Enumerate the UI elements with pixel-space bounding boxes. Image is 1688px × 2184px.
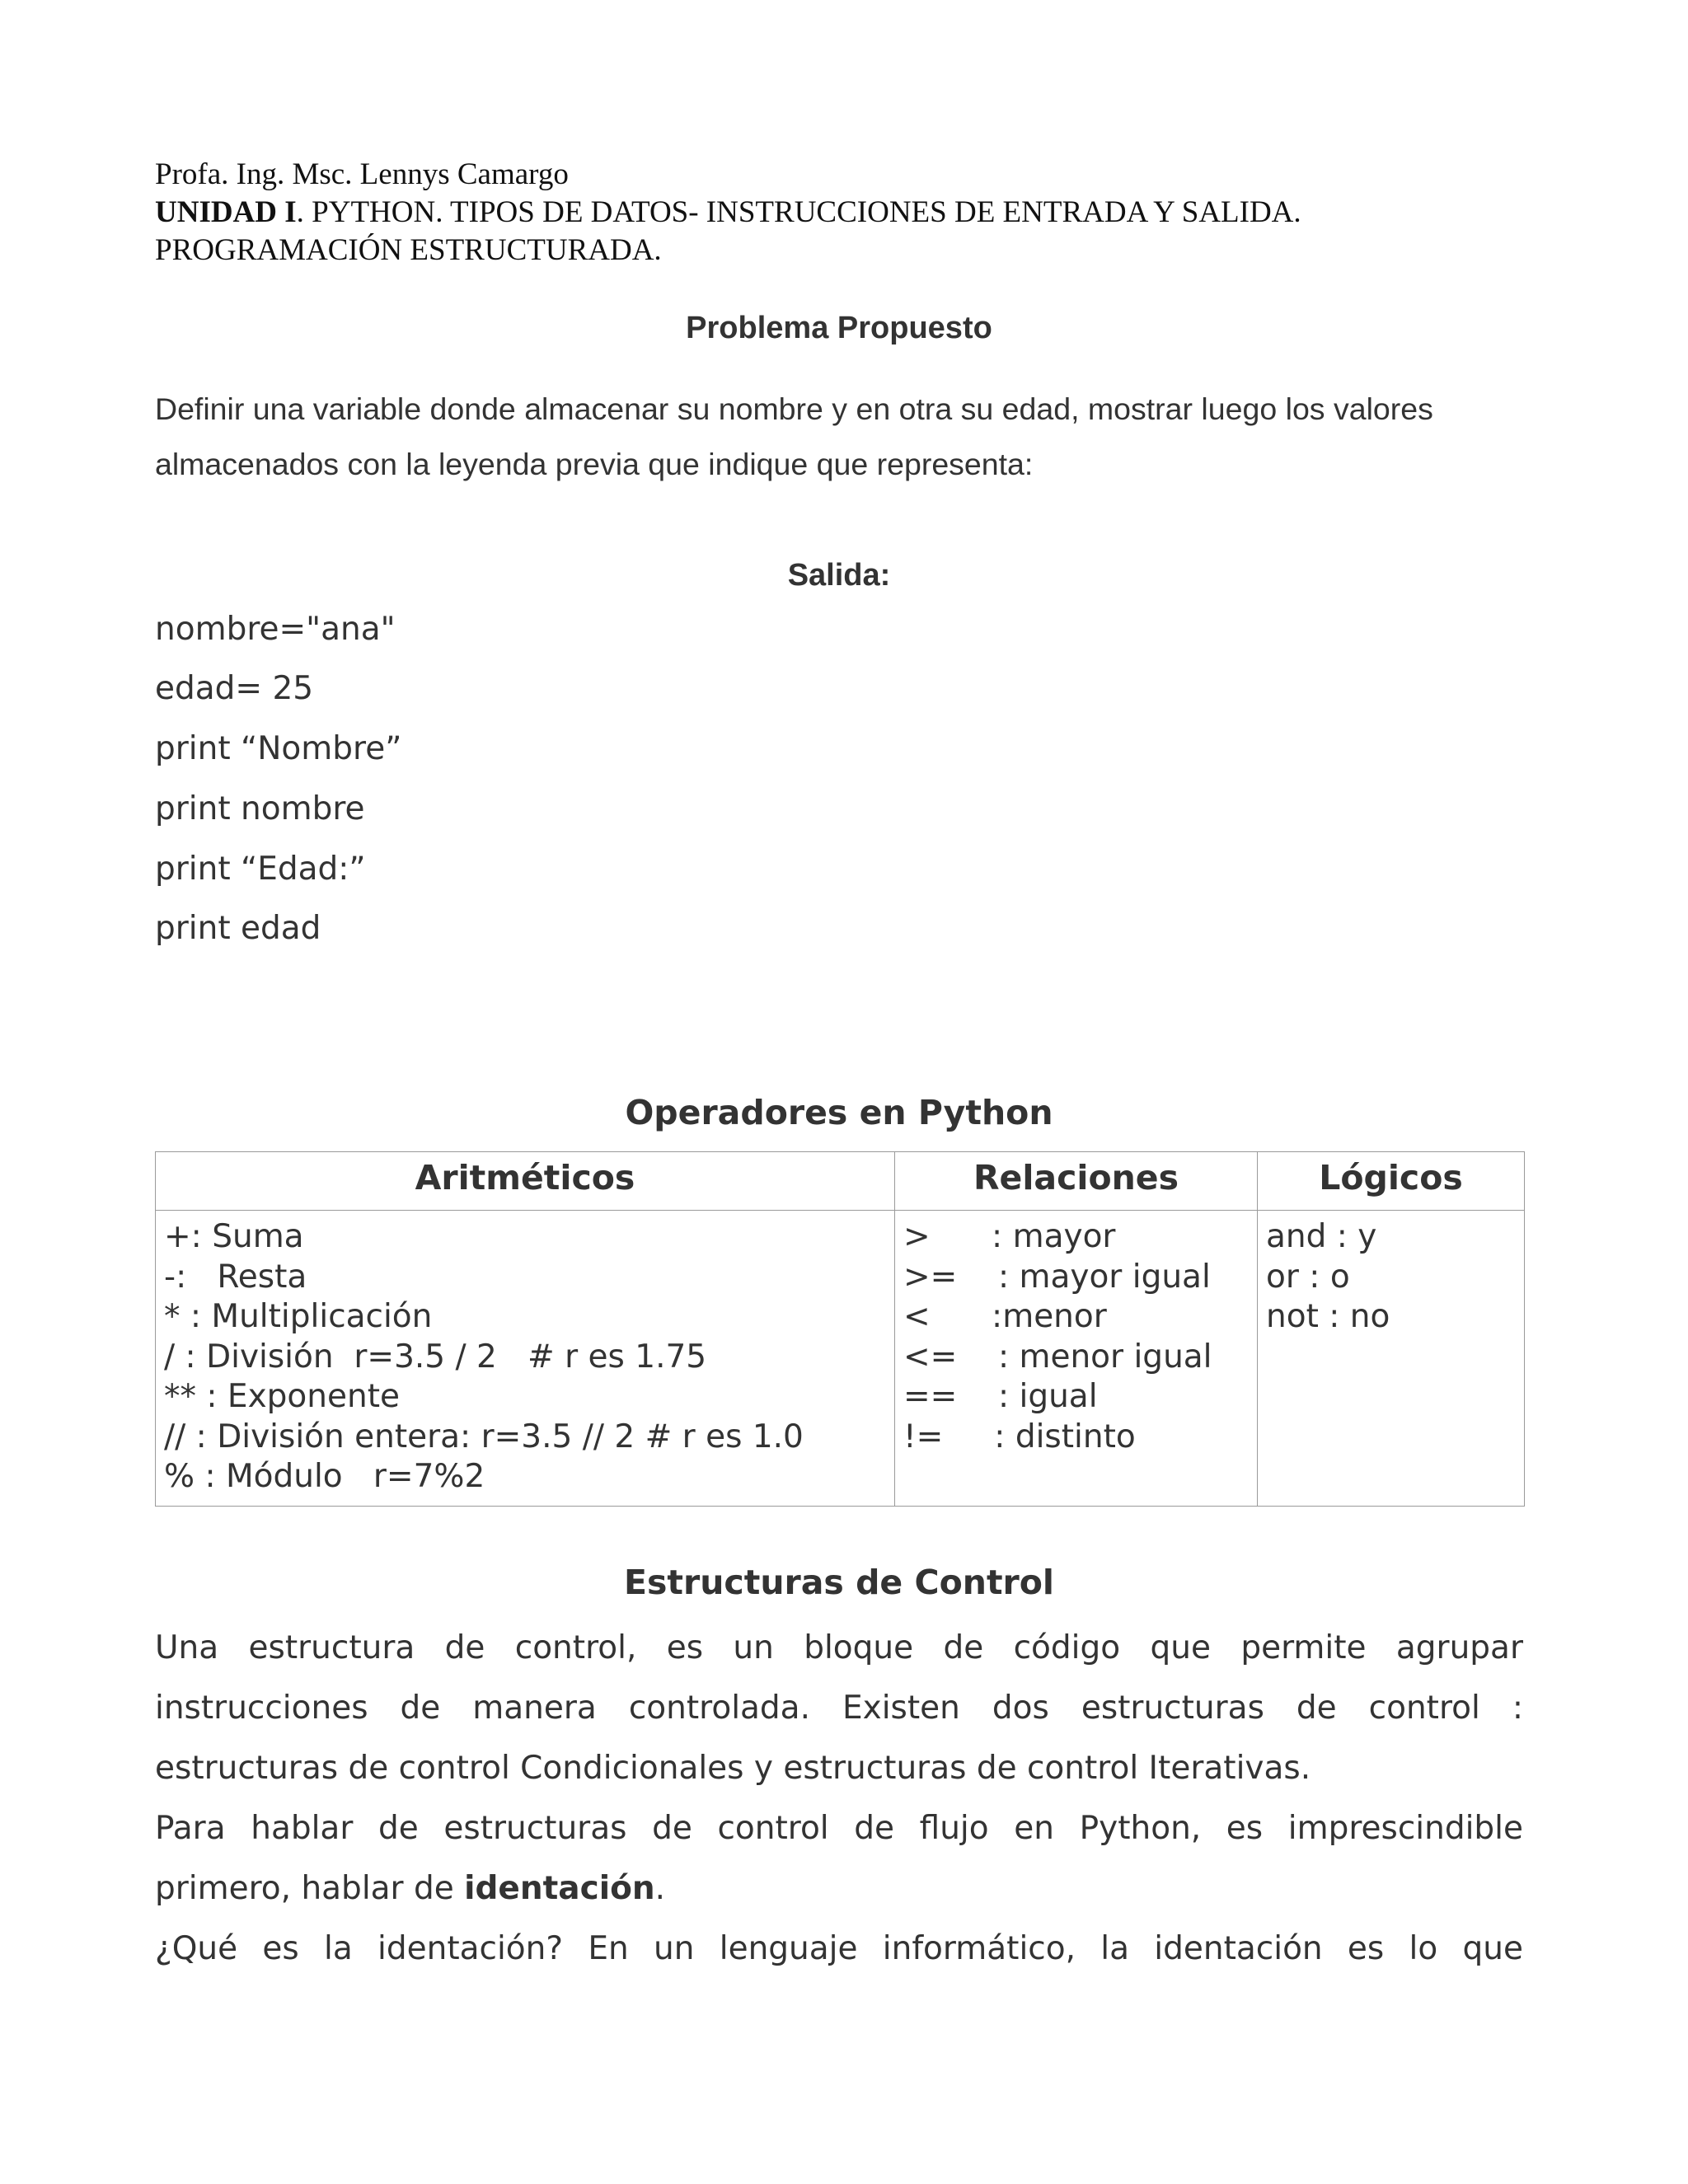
code-line: print edad [155, 910, 321, 947]
logical-cell [1258, 1211, 1525, 1507]
problem-line: Definir una variable donde almacenar su nombre y en otra su edad, mostrar luego los valores [155, 391, 1433, 426]
author-line: Profa. Ing. Msc. Lennys Camargo [155, 157, 569, 191]
unit-title: . PYTHON. TIPOS DE DATOS- INSTRUCCIONES DE ENTRADA Y SALIDA. [296, 195, 1301, 229]
paragraph-line: Una estructura de control, es un bloque de código que permite agrupar [155, 1629, 1523, 1666]
arithmetic-operator: -: Resta [164, 1258, 307, 1296]
logical-operator: or : o [1266, 1258, 1350, 1296]
code-line: edad= 25 [155, 670, 314, 707]
code-line: print “Edad:” [155, 851, 366, 888]
relational-cell [895, 1211, 1258, 1507]
paragraph-line: instrucciones de manera controlada. Existen dos estructuras de control : [155, 1690, 1523, 1727]
arithmetic-operator: / : División r=3.5 / 2 # r es 1.75 [164, 1338, 707, 1376]
relational-operator: >= : mayor igual [903, 1258, 1211, 1296]
relational-operator: < :menor [903, 1298, 1107, 1335]
control-text [155, 1618, 1523, 1979]
relational-operator: == : igual [903, 1378, 1098, 1415]
arithmetic-operator: * : Multiplicación [164, 1298, 433, 1335]
unit-subtitle: PROGRAMACIÓN ESTRUCTURADA. [155, 233, 662, 267]
column-header-logical: Lógicos [1258, 1152, 1525, 1211]
table-header-row [156, 1152, 1525, 1211]
table-row [156, 1211, 1525, 1507]
control-title: Estructuras de Control [624, 1563, 1054, 1602]
unit-heading [155, 194, 1301, 231]
unit-label: UNIDAD I [155, 195, 297, 229]
operators-table [155, 1151, 1525, 1507]
problem-line: almacenados con la leyenda previa que indique que representa: [155, 447, 1034, 481]
problem-statement [155, 382, 1523, 492]
column-header-relational: Relaciones [895, 1152, 1258, 1211]
relational-operator: <= : menor igual [903, 1338, 1212, 1376]
code-line: nombre="ana" [155, 611, 396, 648]
logical-operator: not : no [1266, 1298, 1390, 1335]
code-line: print “Nombre” [155, 730, 402, 767]
arithmetic-operator: % : Módulo r=7%2 [164, 1458, 485, 1495]
paragraph-line: Para hablar de estructuras de control de flujo en Python, es imprescindible [155, 1810, 1523, 1847]
paragraph-line: ¿Qué es la identación? En un lenguaje informático, la identación es lo que [155, 1930, 1523, 1967]
logical-operator: and : y [1266, 1218, 1377, 1255]
column-header-arithmetic: Aritméticos [156, 1152, 895, 1211]
output-title: Salida: [787, 558, 891, 593]
arithmetic-cell [156, 1211, 895, 1507]
arithmetic-operator: +: Suma [164, 1218, 304, 1255]
arithmetic-operator: ** : Exponente [164, 1378, 400, 1415]
operators-title: Operadores en Python [625, 1093, 1053, 1132]
paragraph-line [155, 1858, 1523, 1919]
problem-title: Problema Propuesto [686, 311, 992, 345]
relational-operator: != : distinto [903, 1418, 1136, 1455]
relational-operator: > : mayor [903, 1218, 1116, 1255]
arithmetic-operator: // : División entera: r=3.5 // 2 # r es 1.0 [164, 1418, 804, 1455]
code-line: print nombre [155, 790, 365, 827]
paragraph-text: . [654, 1870, 666, 1907]
identation-term: identación [464, 1870, 655, 1907]
paragraph-text: primero, hablar de [155, 1870, 465, 1907]
paragraph-line: estructuras de control Condicionales y estructuras de control Iterativas. [155, 1750, 1311, 1787]
